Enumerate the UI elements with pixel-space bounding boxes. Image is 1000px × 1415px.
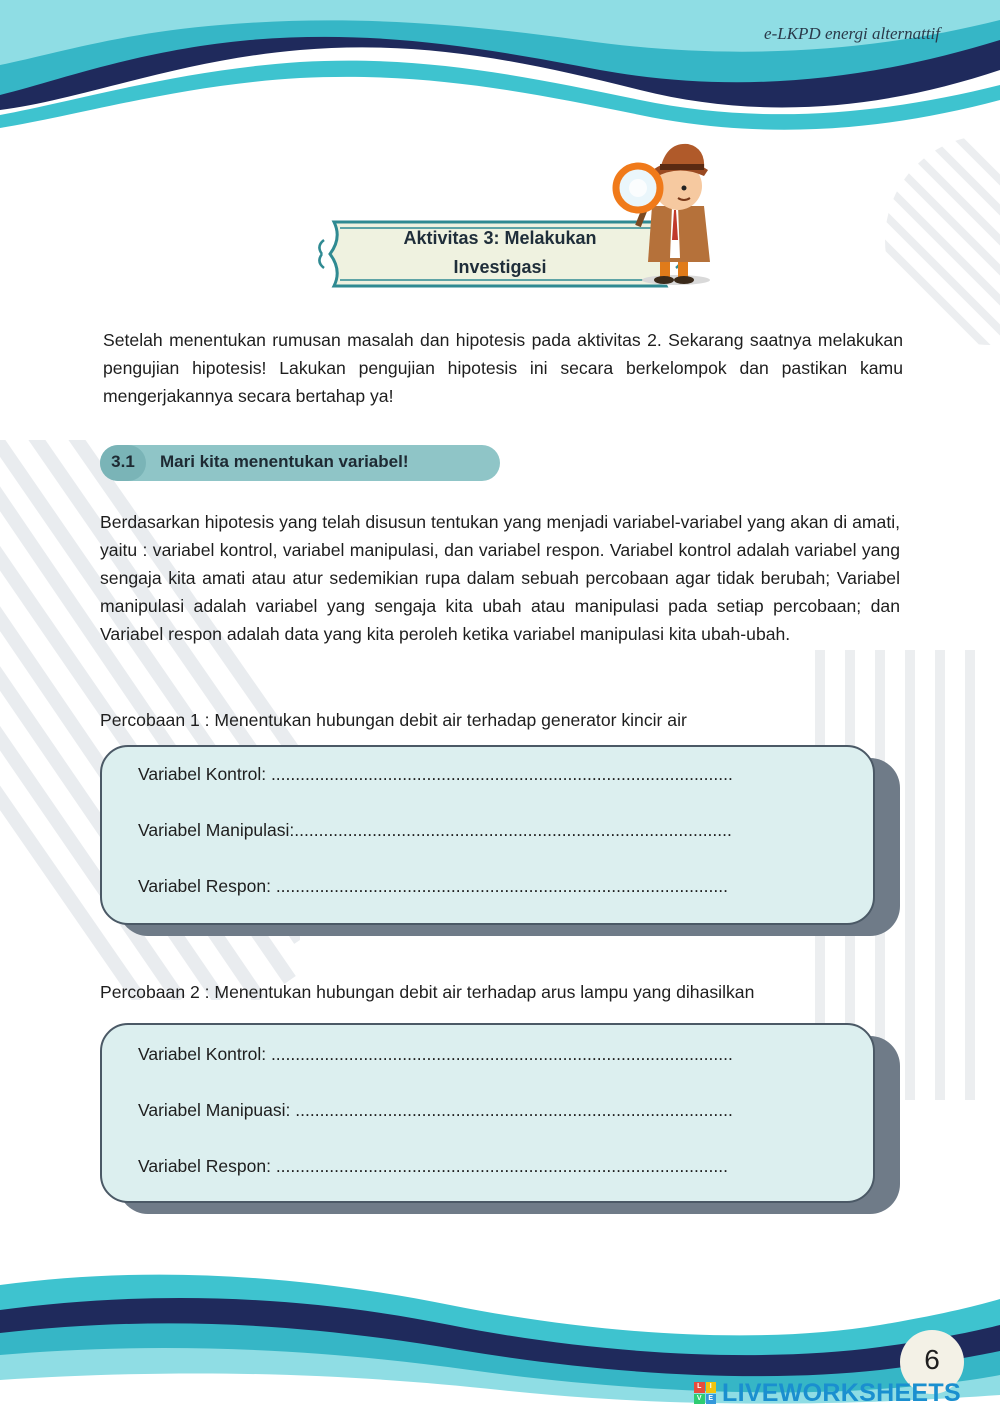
background-circle-decoration	[860, 130, 1000, 350]
document-title: e-LKPD energi alternattif	[764, 24, 940, 43]
experiment-1-manipulated-variable-field[interactable]: Variabel Manipulasi:..........................................................................................	[138, 820, 732, 840]
experiment-2-title: Percobaan 2 : Menentukan hubungan debit air terhadap arus lampu yang dihasilkan	[100, 982, 755, 1002]
experiment-1-title: Percobaan 1 : Menentukan hubungan debit air terhadap generator kincir air	[100, 710, 687, 730]
header-wave-decoration	[0, 0, 1000, 140]
experiment-1-response-variable-field[interactable]: Variabel Respon: .............................................................................................	[138, 876, 728, 896]
experiment-1-control-variable-field[interactable]: Variabel Kontrol: ...............................................................................................	[138, 764, 733, 784]
activity-title-line1: Aktivitas 3: Melakukan	[403, 228, 597, 248]
liveworksheets-watermark: LIVEWORKSHEETS	[722, 1378, 961, 1407]
liveworksheets-icon: L I V E	[694, 1382, 716, 1404]
section-number: 3.1	[111, 452, 135, 471]
experiment-2-manipulated-variable-field[interactable]: Variabel Manipuasi: ..........................................................................................	[138, 1100, 733, 1120]
activity-title-line2: Investigasi	[453, 257, 547, 277]
variables-explanation: Berdasarkan hipotesis yang telah disusun tentukan yang menjadi variabel-variabel yang akan di amati, yaitu : variabel kontrol, variabel manipulasi, dan variabel respon. Variabel kontrol adalah variabel yang sengaja kita amati atau atur sedemikian rupa dalam sebuah percobaan agar tidak berubah; Variabel manipulasi adalah variabel yang sengaja kita ubah atau manipulasi pada setiap percobaan; dan Variabel respon adalah data yang kita peroleh ketika variabel manipulasi kita ubah-ubah.	[100, 512, 900, 644]
experiment-2-response-variable-field[interactable]: Variabel Respon: .............................................................................................	[138, 1156, 728, 1176]
detective-illustration	[608, 130, 728, 290]
liveworksheets-logo	[694, 1378, 994, 1408]
intro-paragraph: Setelah menentukan rumusan masalah dan hipotesis pada aktivitas 2. Sekarang saatnya melakukan pengujian hipotesis! Lakukan pengujian hipotesis ini secara berkelompok dan pastikan kamu mengerjakannya secara bertahap ya!	[103, 330, 903, 406]
page-number: 6	[924, 1344, 940, 1375]
experiment-2-control-variable-field[interactable]: Variabel Kontrol: ...............................................................................................	[138, 1044, 733, 1064]
section-title: Mari kita menentukan variabel!	[160, 452, 409, 471]
